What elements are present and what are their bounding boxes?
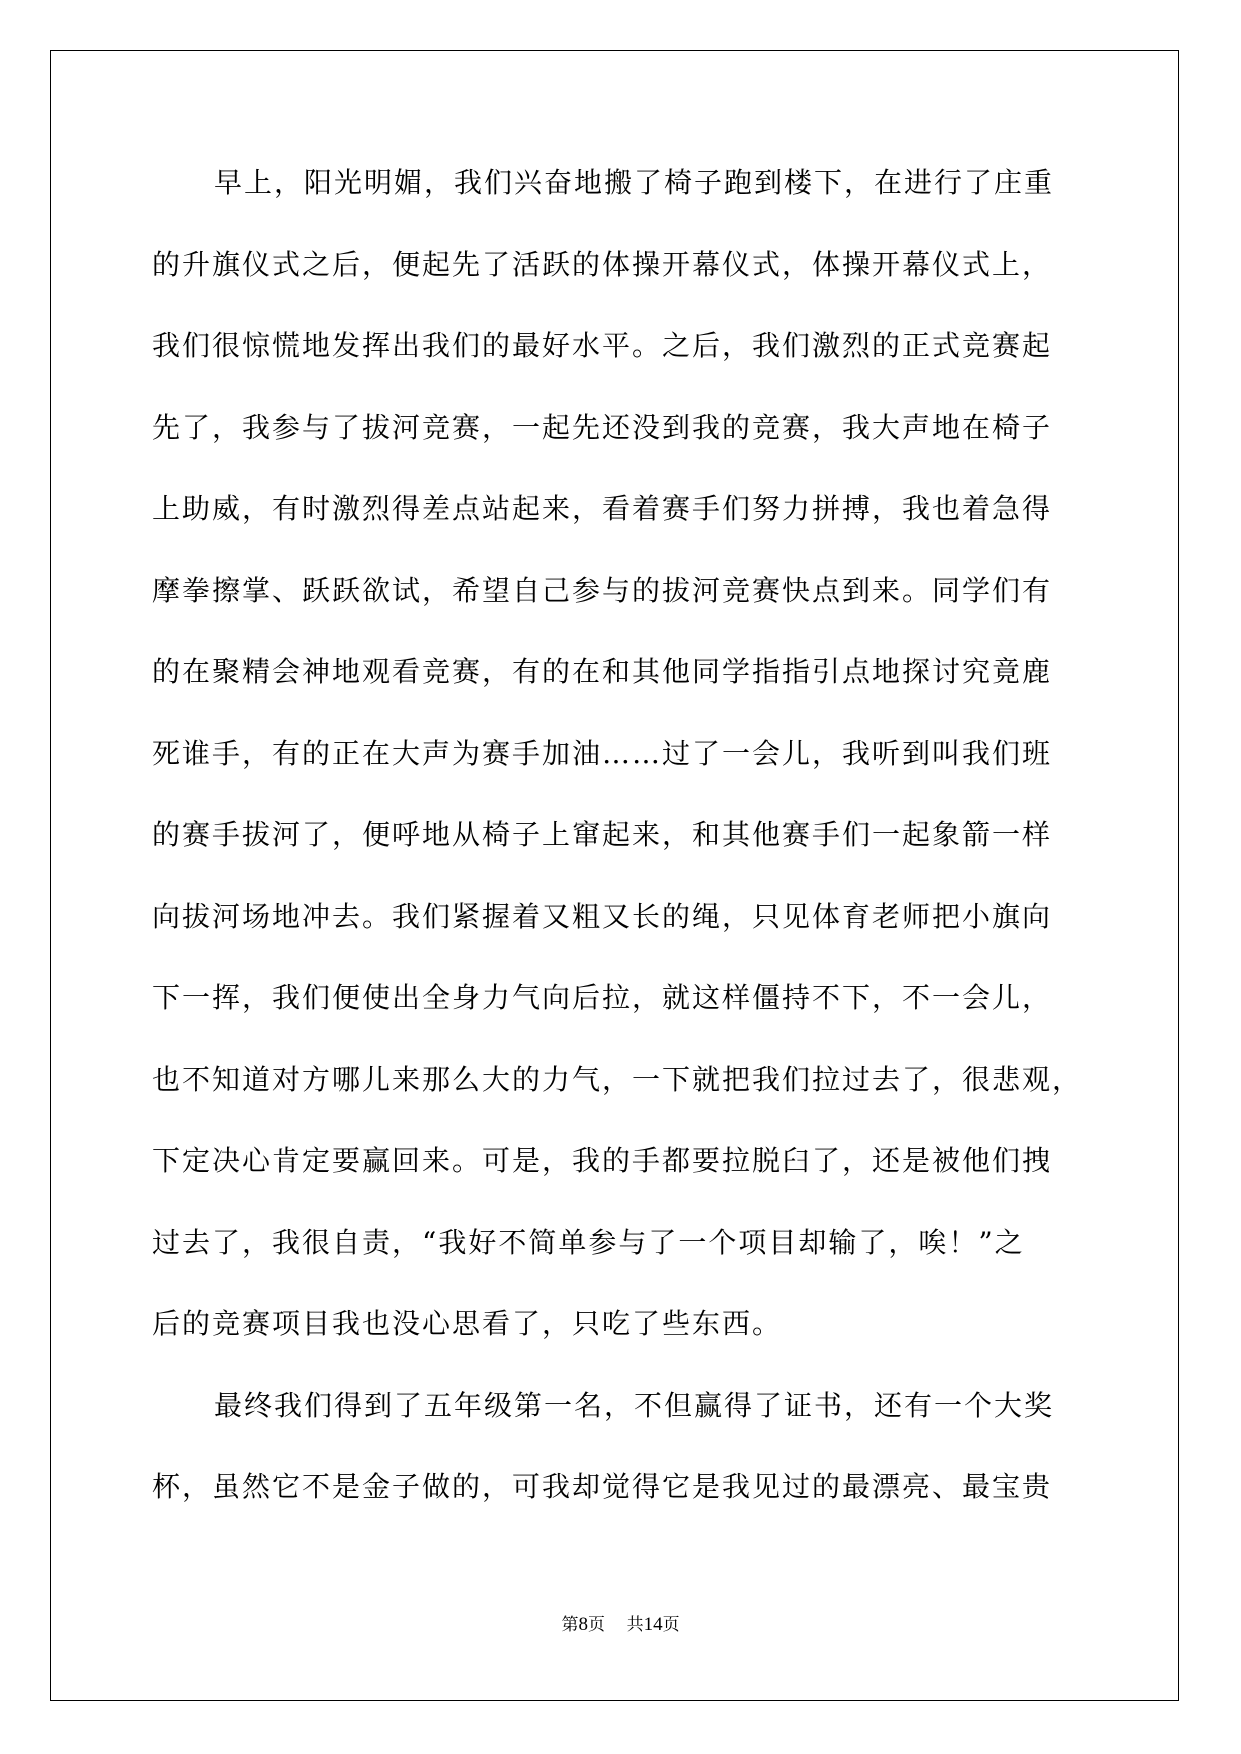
paragraph-line: 死谁手，有的正在大声为赛手加油……过了一会儿，我听到叫我们班 bbox=[152, 736, 1053, 770]
page-number: 8 bbox=[578, 1614, 588, 1635]
page-footer bbox=[0, 1610, 1241, 1636]
total-suffix: 页 bbox=[662, 1615, 680, 1635]
paragraph-line: 我们很惊慌地发挥出我们的最好水平。之后，我们激烈的正式竞赛起 bbox=[152, 329, 1053, 362]
paragraph-line: 上助威，有时激烈得差点站起来，看着赛手们努力拼搏，我也着急得 bbox=[152, 492, 1053, 525]
paragraph-line: 向拔河场地冲去。我们紧握着又粗又长的绳，只见体育老师把小旗向 bbox=[152, 899, 1053, 933]
paragraph-line: 也不知道对方哪儿来那么大的力气，一下就把我们拉过去了，很悲观， bbox=[152, 1062, 1083, 1096]
paragraph-line: 过去了，我很自责，“我好不简单参与了一个项目却输了，唉！”之 bbox=[152, 1225, 1025, 1259]
paragraph-line: 杯，虽然它不是金子做的，可我却觉得它是我见过的最漂亮、最宝贵 bbox=[152, 1470, 1053, 1503]
paragraph-line: 摩拳擦掌、跃跃欲试，希望自己参与的拔河竞赛快点到来。同学们有 bbox=[152, 573, 1053, 607]
paragraph-line: 的升旗仪式之后，便起先了活跃的体操开幕仪式，体操开幕仪式上， bbox=[152, 247, 1053, 281]
paragraph-line: 下一挥，我们便使出全身力气向后拉，就这样僵持不下，不一会儿， bbox=[152, 981, 1053, 1014]
paragraph-line: 的在聚精会神地观看竞赛，有的在和其他同学指指引点地探讨究竟鹿 bbox=[152, 655, 1053, 688]
paragraph-line: 先了，我参与了拔河竞赛，一起先还没到我的竞赛，我大声地在椅子 bbox=[152, 410, 1053, 444]
total-pages: 14 bbox=[643, 1614, 663, 1635]
paragraph-line: 早上，阳光明媚，我们兴奋地搬了椅子跑到楼下，在进行了庄重 bbox=[214, 166, 1055, 199]
paragraph-line: 最终我们得到了五年级第一名，不但赢得了证书，还有一个大奖 bbox=[214, 1388, 1055, 1422]
paragraph-line: 后的竞赛项目我也没心思看了，只吃了些东西。 bbox=[152, 1307, 783, 1340]
total-prefix: 共 bbox=[626, 1615, 644, 1635]
page-suffix: 页 bbox=[587, 1615, 605, 1635]
paragraph-line: 的赛手拔河了，便呼地从椅子上窜起来，和其他赛手们一起象箭一样 bbox=[152, 818, 1053, 851]
document-body bbox=[152, 163, 1107, 1549]
page-prefix: 第 bbox=[561, 1615, 579, 1635]
paragraph-line: 下定决心肯定要赢回来。可是，我的手都要拉脱臼了，还是被他们拽 bbox=[152, 1144, 1053, 1177]
